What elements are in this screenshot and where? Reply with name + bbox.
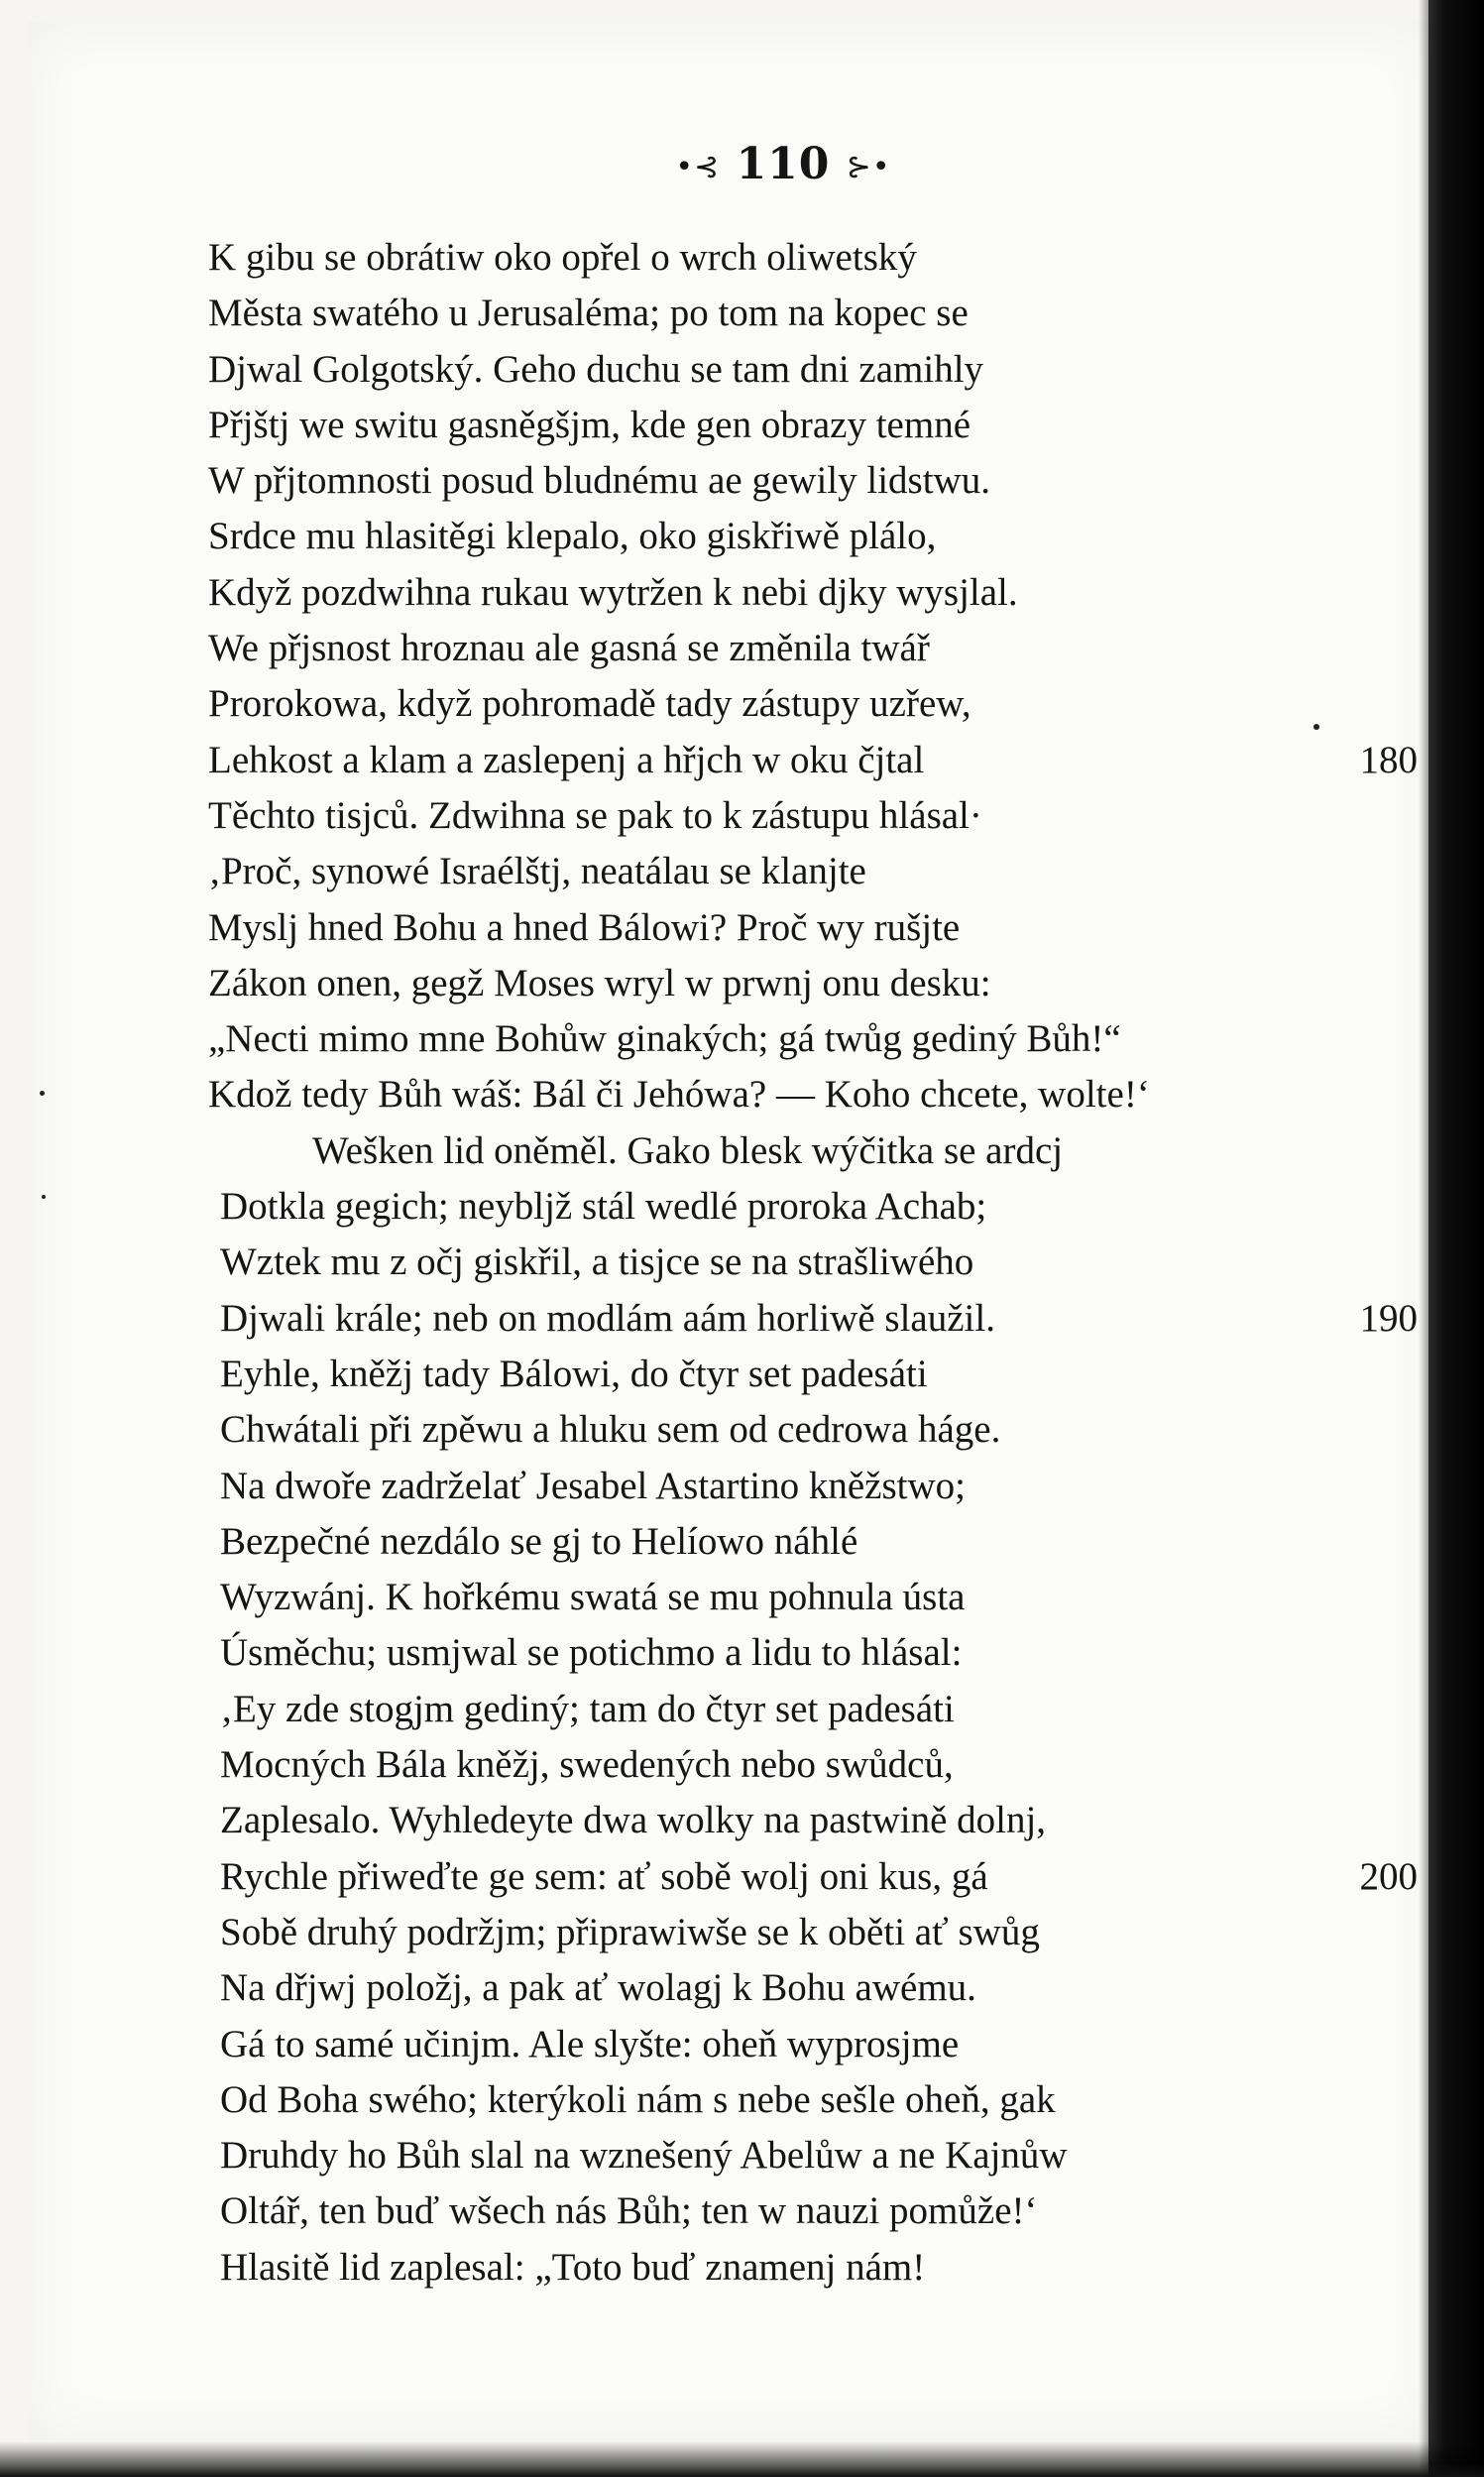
verse-line bbox=[208, 844, 1338, 899]
verse-line bbox=[208, 1625, 1338, 1681]
line-number: 200 bbox=[1359, 1854, 1418, 1898]
verse-line-text: Mocných Bála kněžj, swedených nebo swůdců, bbox=[220, 1743, 954, 1787]
verse-line bbox=[208, 1793, 1338, 1848]
verse-line bbox=[208, 1067, 1338, 1122]
verse-line-text: Zákon onen, gegž Moses wryl w prwnj onu desku: bbox=[208, 961, 991, 1004]
verse-line-text: K gibu se obrátiw oko opřel o wrch oliwetský bbox=[208, 236, 917, 279]
verse-line bbox=[208, 1235, 1338, 1290]
verse-line bbox=[208, 398, 1338, 453]
verse-line bbox=[208, 900, 1338, 956]
verse-line-text: Lehkost a klam a zaslepenj a hřjch w oku čjtal bbox=[208, 738, 925, 781]
verse-line bbox=[208, 2072, 1338, 2128]
verse-line-text: Dotkla gegich; neybljž stál wedlé proroka Achab; bbox=[220, 1185, 987, 1229]
verse-line-text: Bezpečné nezdálo se gj to Helíowo náhlé bbox=[220, 1519, 858, 1563]
line-number: 180 bbox=[1359, 738, 1418, 781]
verse-line-text: Když pozdwihna rukau wytržen k nebi djky wysjlal. bbox=[208, 570, 1018, 614]
verse-line-text: ‚Proč, synowé Israélštj, neatálau se klanjte bbox=[208, 850, 866, 893]
verse-line bbox=[208, 1905, 1338, 1960]
verse-line bbox=[208, 286, 1338, 341]
verse-line-text: Rychle přiweďte ge sem: ať sobě wolj oni kus, gá bbox=[220, 1854, 988, 1898]
header-ornament-right: ⊱• bbox=[846, 150, 891, 184]
verse-line-text: Na dwoře zadrželať Jesabel Astartino kněžstwo; bbox=[220, 1464, 966, 1507]
verse-line-text: Wyzwánj. K hořkému swatá se mu pohnula ústa bbox=[220, 1576, 966, 1619]
print-speck bbox=[1313, 724, 1319, 730]
verse-line-text: Těchto tisjců. Zdwihna se pak to k zástupu hlásal· bbox=[208, 793, 982, 837]
verse-line bbox=[208, 2128, 1338, 2183]
verse-line-text: Od Boha swého; kterýkoli nám s nebe sešle oheň, gak bbox=[220, 2077, 1056, 2121]
verse-line bbox=[208, 788, 1338, 844]
header-ornament-left: •⊰ bbox=[675, 150, 721, 184]
verse-line-text: Chwátali při zpěwu a hluku sem od cedrowa háge. bbox=[220, 1408, 1001, 1452]
verse-line bbox=[208, 1402, 1338, 1458]
verse-line bbox=[208, 1960, 1338, 2016]
verse-line bbox=[208, 2017, 1338, 2072]
verse-line-text: Druhdy ho Bůh slal na wznešený Abelůw a ne Kajnůw bbox=[220, 2134, 1068, 2178]
verse-line-text: Wztek mu z očj giskřil, a tisjce se na strašliwého bbox=[220, 1240, 974, 1284]
verse-line bbox=[208, 230, 1338, 286]
verse-line-text: Oltář, ten buď wšech nás Bůh; ten w nauzi pomůže!‘ bbox=[220, 2189, 1038, 2233]
verse-line-text: Srdce mu hlasitěgi klepalo, oko giskřiwě plálo, bbox=[208, 515, 937, 558]
verse-line-text: Na dřjwj položj, a pak ať wolagj k Bohu awému. bbox=[220, 1966, 976, 2010]
verse-line-text: Města swatého u Jerusaléma; po tom na kopec se bbox=[208, 292, 969, 335]
verse-line bbox=[208, 1459, 1338, 1514]
verse-line bbox=[208, 509, 1338, 564]
verse-line-text: Myslj hned Bohu a hned Bálowi? Proč wy rušjte bbox=[208, 905, 961, 949]
verse-line-text: Djwal Golgotský. Geho duchu se tam dni zamihly bbox=[208, 347, 984, 391]
verse-line-text: Eyhle, kněžj tady Bálowi, do čtyr set padesáti bbox=[220, 1352, 928, 1395]
verse-line bbox=[208, 1179, 1338, 1235]
line-number: 190 bbox=[1359, 1296, 1418, 1340]
verse-line bbox=[208, 1570, 1338, 1625]
verse-line bbox=[208, 1682, 1338, 1737]
verse-line-text: Sobě druhý podržjm; připrawiwše se k oběti ať swůg bbox=[220, 1910, 1040, 1953]
verse-line bbox=[208, 1514, 1338, 1570]
verse-line-text: Hlasitě lid zaplesal: „Toto buď znamenj nám! bbox=[220, 2245, 926, 2289]
verse-line bbox=[208, 676, 1338, 732]
verse-line bbox=[208, 1737, 1338, 1793]
page-header bbox=[634, 139, 932, 189]
verse-line-text: Kdož tedy Bůh wáš: Bál či Jehówa? — Koho chcete, wolte!‘ bbox=[208, 1073, 1150, 1117]
print-speck bbox=[40, 1091, 45, 1096]
verse-line-text: Přjštj we switu gasněgšjm, kde gen obrazy temné bbox=[208, 403, 971, 446]
verse-line-text: „Necti mimo mne Bohůw ginakých; gá twůg gediný Bůh!“ bbox=[208, 1017, 1121, 1061]
verse-line-text: Úsměchu; usmjwal se potichmo a lidu to hlásal: bbox=[220, 1631, 963, 1675]
verse-line-text: Prorokowa, když pohromadě tady zástupy uzřew, bbox=[208, 682, 971, 726]
verse-line-text: W přjtomnosti posud bludnému ae gewily lidstwu. bbox=[208, 459, 990, 503]
verse-line bbox=[208, 1011, 1338, 1067]
verse-line bbox=[208, 565, 1338, 621]
verse-line bbox=[208, 2240, 1338, 2296]
verse-line bbox=[208, 621, 1338, 676]
print-speck bbox=[42, 1195, 46, 1199]
verse-line bbox=[208, 2183, 1338, 2239]
verse-line-text: We přjsnost hroznau ale gasná se změnila twář bbox=[208, 627, 930, 670]
verse-line-text: Zaplesalo. Wyhledeyte dwa wolky na pastwině dolnj, bbox=[220, 1799, 1047, 1842]
verse-line-text: Gá to samé učinjm. Ale slyšte: oheň wyprosjme bbox=[220, 2022, 960, 2065]
verse-line bbox=[208, 342, 1338, 398]
verse-line-text: Djwali krále; neb on modlám aám horliwě slaužil. bbox=[220, 1296, 995, 1340]
verse-text bbox=[208, 230, 1418, 2296]
verse-line-text: Weškеn lid oněměl. Gako blesk wýčitka se ardcj bbox=[312, 1128, 1064, 1172]
verse-line bbox=[208, 1849, 1418, 1905]
page-gutter-shadow bbox=[1419, 0, 1428, 2477]
verse-line bbox=[208, 733, 1418, 788]
page-bottom-edge bbox=[0, 2441, 1484, 2477]
verse-line bbox=[208, 956, 1338, 1011]
book-spine bbox=[1428, 0, 1484, 2477]
verse-line bbox=[208, 1347, 1338, 1402]
verse-line bbox=[208, 1123, 1338, 1179]
verse-line bbox=[208, 1291, 1418, 1347]
verse-line-text: ‚Ey zde stogjm gediný; tam do čtyr set padesáti bbox=[220, 1687, 955, 1730]
page-number: 110 bbox=[736, 139, 831, 189]
verse-line bbox=[208, 453, 1338, 509]
